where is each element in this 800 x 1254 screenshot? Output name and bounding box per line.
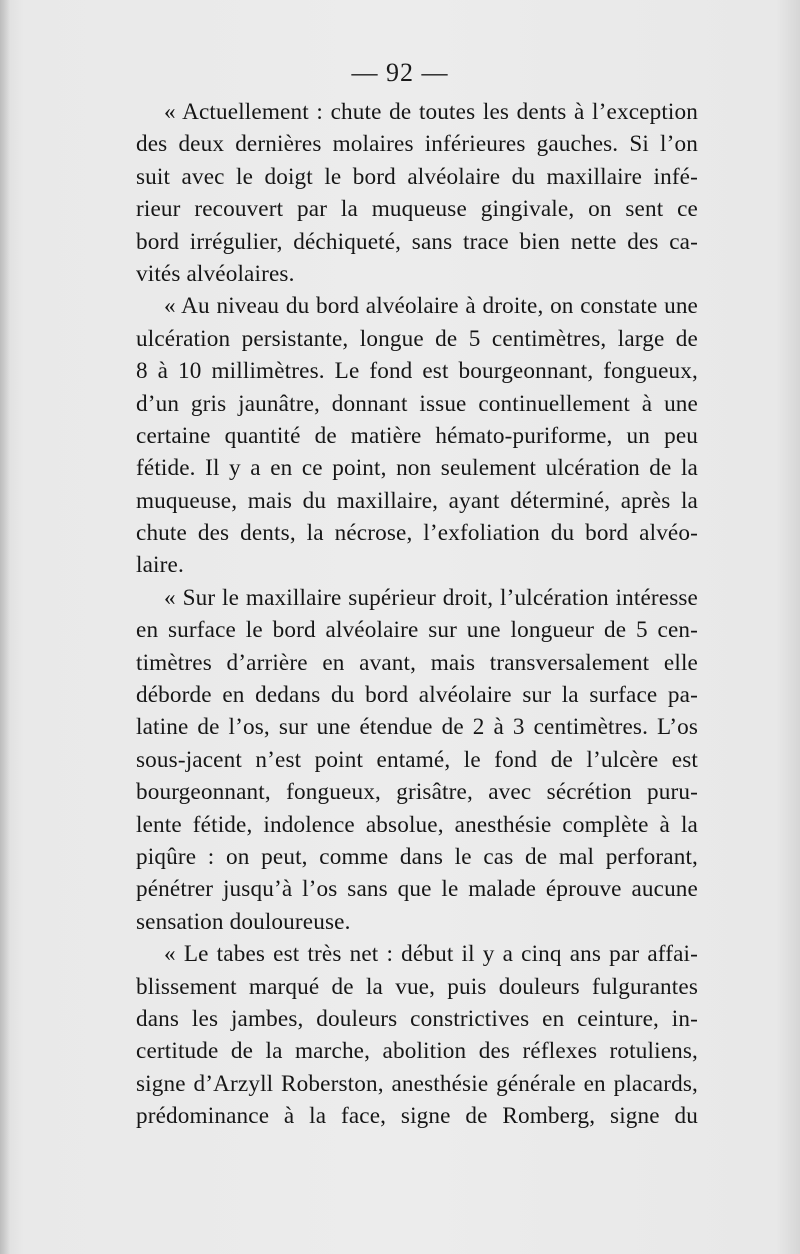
text-line: sensation douloureuse. [136, 908, 351, 935]
text-line: « Actuellement : chute de toutes les dents à l’exception [164, 99, 698, 125]
text-line: certitude de la marche, abolition des réflexes rotuliens, [136, 1038, 698, 1065]
paragraph [136, 938, 698, 1132]
text-line: pénétrer jusqu’à l’os sans que le malade éprouve aucune [136, 876, 698, 903]
text-line: certaine quantité de matière hémato-puriforme, un peu [136, 422, 698, 449]
text-line: suit avec le doigt le bord alvéolaire du maxillaire infé- [136, 163, 698, 190]
paragraph [136, 582, 698, 938]
text-line: en surface le bord alvéolaire sur une longueur de 5 cen- [136, 617, 698, 644]
text-line: ulcération persistante, longue de 5 centimètres, large de [136, 325, 698, 352]
text-line: d’un gris jaunâtre, donnant issue continuellement à une [136, 390, 698, 417]
text-line: « Le tabes est très net : début il y a cinq ans par affai- [164, 941, 698, 968]
body-text [136, 96, 698, 1133]
text-line: fétide. Il y a en ce point, non seulement ulcération de la [136, 455, 698, 482]
text-line: muqueuse, mais du maxillaire, ayant déterminé, après la [136, 487, 698, 514]
text-line: bord irrégulier, déchiqueté, sans trace bien nette des ca- [136, 228, 698, 255]
text-line: signe d’Arzyll Roberston, anesthésie générale en placards, [136, 1070, 698, 1097]
text-line: chute des dents, la nécrose, l’exfoliation du bord alvéo- [136, 520, 698, 547]
text-line: prédominance à la face, signe de Romberg, signe du [136, 1103, 698, 1130]
text-line: « Au niveau du bord alvéolaire à droite, on constate une [164, 293, 698, 320]
text-line: dans les jambes, douleurs constrictives en ceinture, in- [136, 1005, 698, 1032]
paragraph [136, 290, 698, 582]
paragraph [136, 96, 698, 290]
text-line: latine de l’os, sur une étendue de 2 à 3 centimètres. L’os [136, 714, 698, 741]
text-line: piqûre : on peut, comme dans le cas de mal perforant, [136, 843, 698, 870]
text-line: 8 à 10 millimètres. Le fond est bourgeonnant, fongueux, [136, 358, 698, 385]
text-line: rieur recouvert par la muqueuse gingivale, on sent ce [136, 196, 698, 223]
text-line: sous-jacent n’est point entamé, le fond de l’ulcère est [136, 746, 698, 773]
text-line: des deux dernières molaires inférieures gauches. Si l’on [136, 131, 698, 158]
text-line: vités alvéolaires. [136, 260, 295, 287]
text-line: lente fétide, indolence absolue, anesthésie complète à la [136, 811, 698, 838]
text-line: timètres d’arrière en avant, mais transversalement elle [136, 649, 698, 676]
text-line: « Sur le maxillaire supérieur droit, l’ulcération intéresse [164, 584, 698, 611]
page-number: — 92 — [351, 58, 449, 87]
text-line: blissement marqué de la vue, puis douleurs fulgurantes [136, 973, 698, 1000]
text-line: déborde en dedans du bord alvéolaire sur la surface pa- [136, 682, 698, 709]
text-line: laire. [136, 552, 184, 579]
text-line: bourgeonnant, fongueux, grisâtre, avec sécrétion puru- [136, 779, 698, 806]
